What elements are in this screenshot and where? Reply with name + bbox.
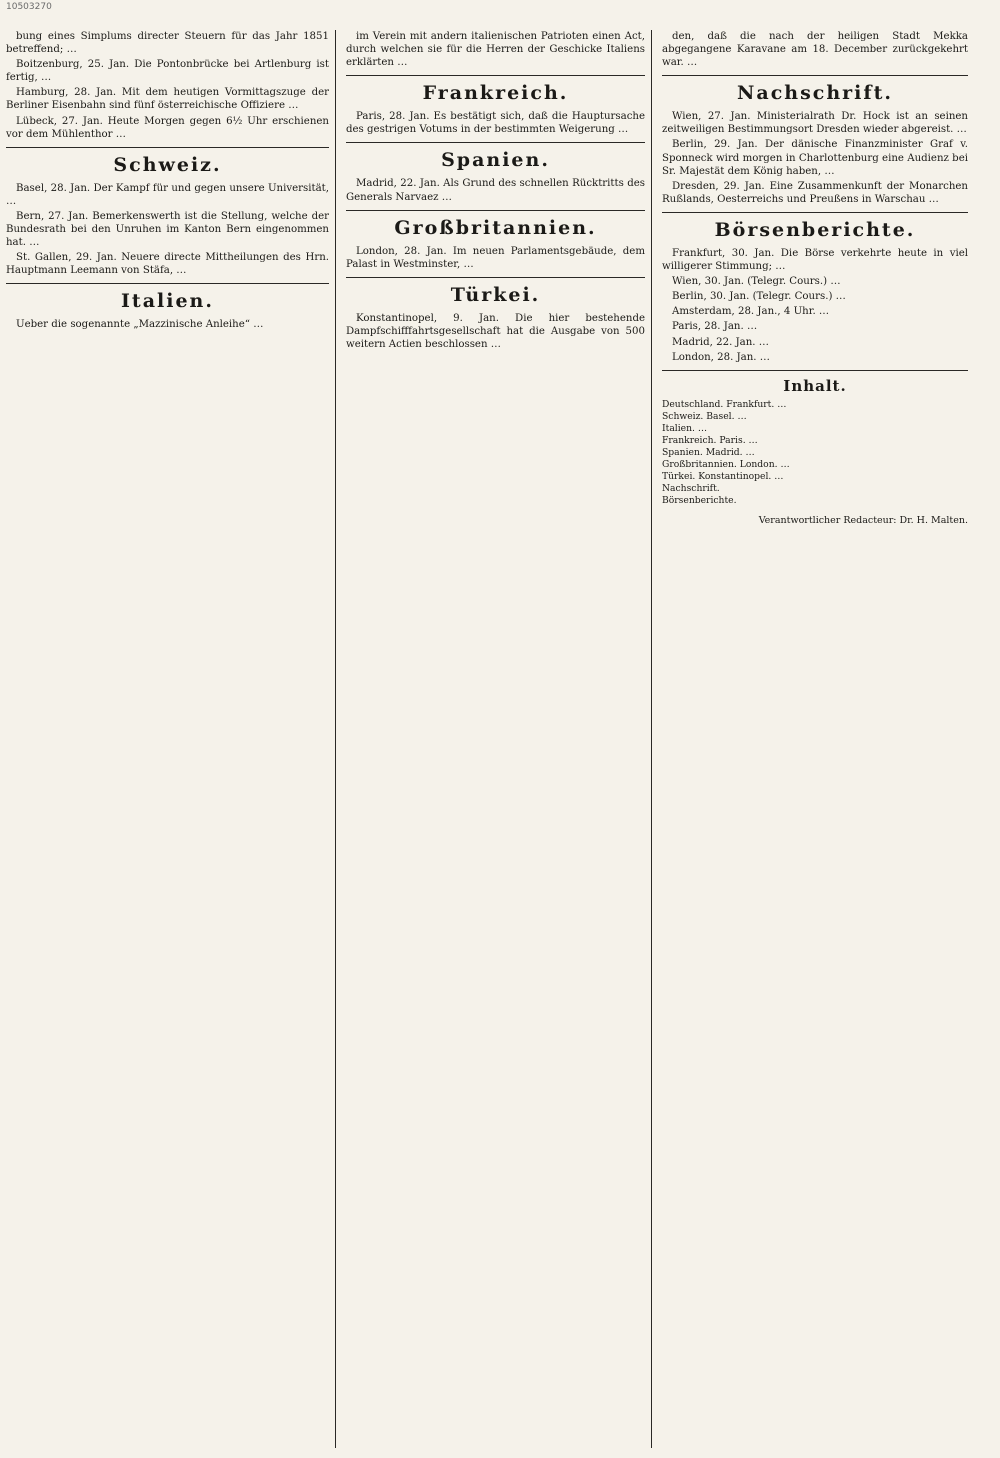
article-paragraph: Lübeck, 27. Jan. Heute Morgen gegen 6½ Uhr erschienen vor dem Mühlenthor … bbox=[6, 115, 329, 140]
article-paragraph: Hamburg, 28. Jan. Mit dem heutigen Vormittagszuge der Berliner Eisenbahn sind fünf österreichische Offiziere … bbox=[6, 87, 329, 112]
page-id-label: 10503270 bbox=[6, 2, 52, 12]
section-title-boersenberichte: Börsenberichte. bbox=[714, 218, 916, 241]
column-2 bbox=[346, 30, 652, 1448]
section-title-tuerkei: Türkei. bbox=[450, 283, 541, 306]
contents-line: Nachschrift. bbox=[662, 482, 720, 494]
contents-title: Inhalt. bbox=[783, 376, 847, 395]
column-3 bbox=[662, 30, 974, 1448]
section-title-spanien: Spanien. bbox=[441, 149, 550, 172]
article-paragraph: St. Gallen, 29. Jan. Neuere directe Mittheilungen des Hrn. Hauptmann Leemann von Stäfa, … bbox=[6, 252, 329, 277]
market-report-paragraph: Amsterdam, 28. Jan., 4 Uhr. … bbox=[672, 306, 830, 318]
section-divider bbox=[346, 210, 645, 211]
section-divider bbox=[346, 277, 645, 278]
market-report-paragraph: London, 28. Jan. … bbox=[672, 351, 770, 363]
article-paragraph: Wien, 27. Jan. Ministerialrath Dr. Hock ist an seinen zeitweiligen Bestimmungsort Dresden wieder abgereist. … bbox=[662, 111, 968, 136]
market-report-paragraph: Wien, 30. Jan. (Telegr. Cours.) … bbox=[672, 276, 841, 288]
contents-line: Italien. … bbox=[662, 422, 708, 434]
article-paragraph: Berlin, 29. Jan. Der dänische Finanzminister Graf v. Sponneck wird morgen in Charlottenburg eine Audienz bei Sr. Majestät dem König haben, … bbox=[662, 139, 968, 177]
contents-line: Türkei. Konstantinopel. … bbox=[662, 470, 784, 482]
market-report-paragraph: Paris, 28. Jan. … bbox=[672, 321, 758, 333]
article-paragraph: Boitzenburg, 25. Jan. Die Pontonbrücke bei Artlenburg ist fertig, … bbox=[6, 59, 329, 84]
editor-line: Verantwortlicher Redacteur: Dr. H. Malten. bbox=[758, 514, 968, 526]
market-report-paragraph: Berlin, 30. Jan. (Telegr. Cours.) … bbox=[672, 291, 846, 303]
contents-line: Spanien. Madrid. … bbox=[662, 446, 755, 458]
section-title-grossbritannien: Großbritannien. bbox=[394, 216, 597, 239]
section-divider bbox=[662, 212, 968, 213]
section-title-italien: Italien. bbox=[121, 290, 214, 313]
article-paragraph: Paris, 28. Jan. Es bestätigt sich, daß die Hauptursache des gestrigen Votums in der bestimmten Weigerung … bbox=[346, 111, 645, 136]
article-paragraph: im Verein mit andern italienischen Patrioten einen Act, durch welchen sie für die Herren der Geschicke Italiens erklärten … bbox=[346, 31, 645, 69]
section-divider bbox=[662, 75, 968, 76]
contents-line: Frankreich. Paris. … bbox=[662, 434, 758, 446]
article-paragraph: Bern, 27. Jan. Bemerkenswerth ist die Stellung, welche der Bundesrath bei den Unruhen im Kanton Bern eingenommen hat. … bbox=[6, 210, 329, 249]
section-title-schweiz: Schweiz. bbox=[113, 153, 222, 176]
section-title-frankreich: Frankreich. bbox=[422, 82, 569, 105]
column-1 bbox=[6, 30, 336, 1448]
section-title-nachschrift: Nachschrift. bbox=[737, 82, 893, 105]
contents-line: Großbritannien. London. … bbox=[662, 458, 790, 470]
article-paragraph: London, 28. Jan. Im neuen Parlamentsgebäude, dem Palast in Westminster, … bbox=[346, 245, 645, 270]
article-paragraph: bung eines Simplums directer Steuern für das Jahr 1851 betreffend; … bbox=[6, 31, 329, 56]
section-divider bbox=[662, 370, 968, 371]
article-paragraph: Basel, 28. Jan. Der Kampf für und gegen unsere Universität, … bbox=[6, 182, 329, 207]
article-paragraph: Dresden, 29. Jan. Eine Zusammenkunft der Monarchen Rußlands, Oesterreichs und Preußens in Warschau … bbox=[662, 180, 968, 205]
contents-line: Schweiz. Basel. … bbox=[662, 410, 747, 422]
market-report-paragraph: Madrid, 22. Jan. … bbox=[672, 336, 769, 348]
market-report-paragraph: Frankfurt, 30. Jan. Die Börse verkehrte heute in viel willigerer Stimmung; … bbox=[662, 247, 968, 273]
contents-line: Deutschland. Frankfurt. … bbox=[662, 398, 787, 410]
section-divider bbox=[6, 283, 329, 284]
section-divider bbox=[346, 75, 645, 76]
newspaper-page bbox=[6, 30, 974, 1448]
article-paragraph: Ueber die sogenannte „Mazzinische Anleihe“ … bbox=[16, 319, 264, 331]
article-paragraph: den, daß die nach der heiligen Stadt Mekka abgegangene Karavane am 18. December zurückgekehrt war. … bbox=[662, 31, 968, 69]
section-divider bbox=[346, 142, 645, 143]
article-paragraph: Madrid, 22. Jan. Als Grund des schnellen Rücktritts des Generals Narvaez … bbox=[346, 178, 645, 203]
article-paragraph: Konstantinopel, 9. Jan. Die hier bestehende Dampfschifffahrtsgesellschaft hat die Ausgabe von 500 weitern Actien beschlossen … bbox=[346, 312, 645, 351]
contents-line: Börsenberichte. bbox=[662, 494, 737, 506]
section-divider bbox=[6, 147, 329, 148]
